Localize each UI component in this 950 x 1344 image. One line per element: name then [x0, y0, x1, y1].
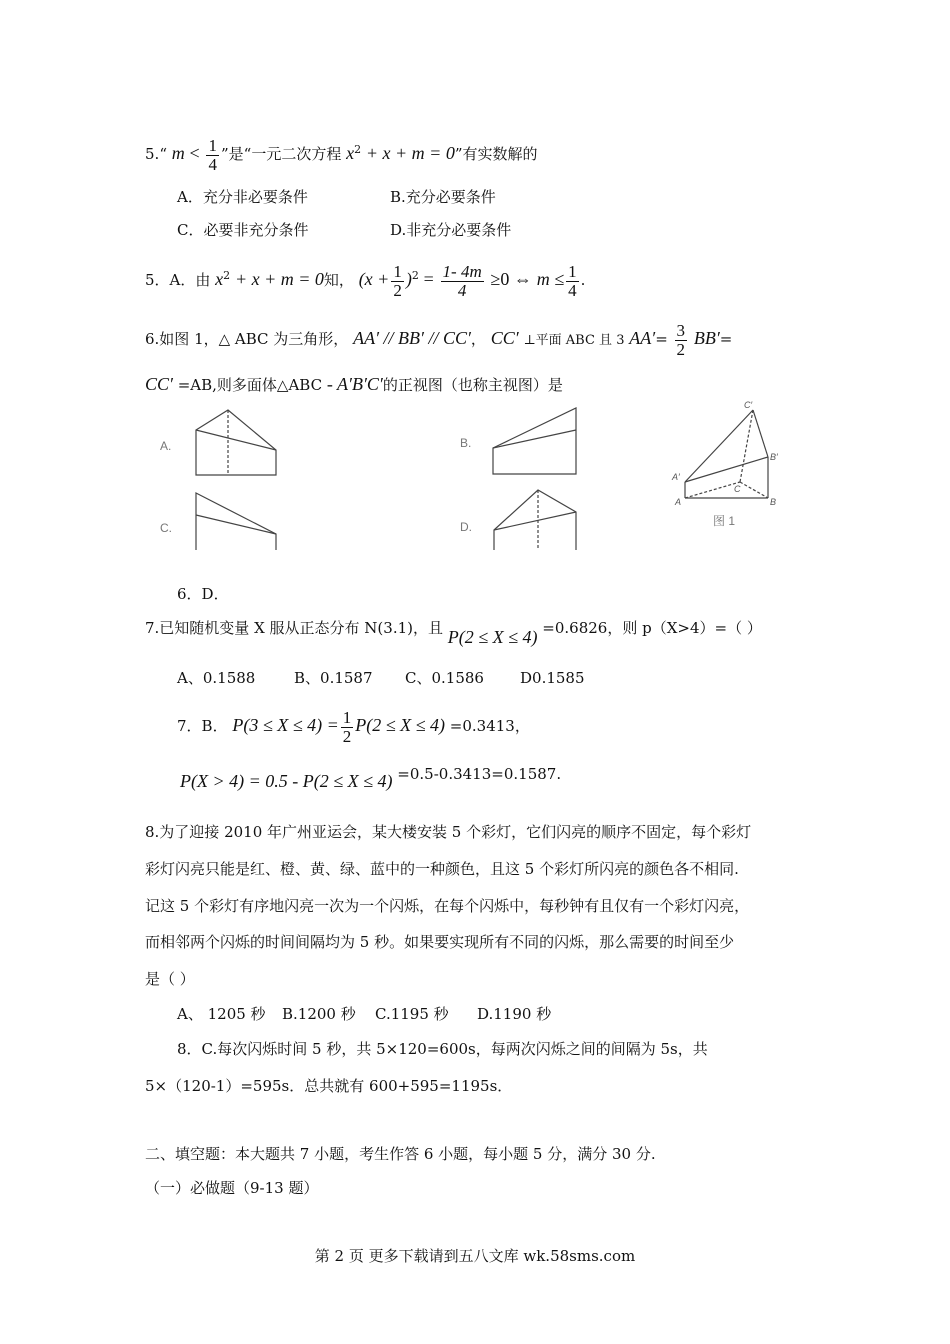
- figure-option-c: [196, 493, 276, 550]
- fig-label-c: C.: [160, 521, 172, 535]
- q5-eq-rest: + x + m = 0: [365, 143, 455, 163]
- q5-option-a: A．充分非必要条件: [177, 188, 308, 206]
- q5-answer: 5．A．由 $x^2 + x + m = 0$知， (x + $\frac{1}{2}$ )$^2$ = $\frac{1- 4m}{4}$ ≥0 ⇔ m ≤ $\frac{1}{4}$ .: [145, 261, 586, 300]
- figure-option-d: [494, 490, 576, 550]
- fig1-label-b: B: [770, 497, 777, 507]
- q5-option-c: C．必要非充分条件: [177, 221, 309, 239]
- fig1-label-c: C: [734, 484, 741, 494]
- q7-option-a: A、0.1588: [177, 669, 256, 687]
- q8-answer-line1: 8．C.每次闪烁时间 5 秒，共 5×120=600s，每两次闪烁之间的间隔为 5s，共: [177, 1040, 708, 1058]
- q6-answer: 6．D．: [177, 585, 229, 603]
- q8-line5: 是（ ）: [145, 970, 195, 988]
- q7-stem: 7.已知随机变量 X 服从正态分布 N(3.1)，且 P(2 ≤ X ≤ 4) =0.6826，则 p（X>4）=（ ）: [145, 619, 762, 647]
- page-footer: 第 2 页 更多下载请到五八文库 wk.58sms.com: [314, 1247, 636, 1265]
- q8-option-a: A、 1205 秒: [177, 1005, 266, 1023]
- q5-eq-x: x: [346, 143, 355, 163]
- q8-line1: 8.为了迎接 2010 年广州亚运会，某大楼安装 5 个彩灯，它们闪亮的顺序不固定，每个彩灯: [145, 823, 752, 841]
- q8-option-d: D.1190 秒: [477, 1005, 552, 1023]
- fig-label-d: D.: [460, 520, 472, 534]
- q7-answer-line1: 7．B． P(3 ≤ X ≤ 4) = $\frac{1}{2}$ P(2 ≤ X ≤ 4) =0.3413，: [177, 707, 530, 746]
- figure-option-b: [493, 408, 576, 474]
- q7-option-b: B、0.1587: [294, 669, 373, 687]
- q7-option-c: C、0.1586: [405, 669, 484, 687]
- q8-line4: 而相邻两个闪烁的时间间隔均为 5 秒。如果要实现所有不同的闪烁，那么需要的时间至少: [145, 933, 735, 951]
- q5-stem: [145, 136, 538, 174]
- q5-lt: <: [189, 143, 200, 163]
- figure-1-polyhedron: [685, 410, 768, 498]
- q5-mid-text: 是“一元二次方程: [228, 145, 342, 163]
- q5-number: 5.: [145, 145, 160, 163]
- fig1-caption: 图 1: [713, 514, 736, 528]
- section2-title: 二、填空题：本大题共 7 小题，考生作答 6 小题，每小题 5 分，满分 30 分.: [145, 1145, 656, 1163]
- q5-option-d: D.非充分必要条件: [390, 221, 512, 239]
- q5-option-b: B.充分必要条件: [390, 188, 496, 206]
- q8-answer-line2: 5×（120-1）=595s．总共就有 600+595=1195s．: [145, 1077, 513, 1095]
- q5-frac-quarter: $\frac{1}{4}$: [208, 135, 217, 174]
- fig1-label-a: A: [675, 497, 682, 507]
- q5-end-text: ”有实数解的: [454, 145, 538, 163]
- q6-stem-line2: CC′ =AB,则多面体△ABC - A′B′C′的正视图（也称主视图）是: [145, 374, 563, 394]
- q8-line3: 记这 5 个彩灯有序地闪亮一次为一个闪烁，在每个闪烁中，每秒钟有且仅有一个彩灯闪亮，: [145, 897, 750, 915]
- q8-option-b: B.1200 秒: [282, 1005, 356, 1023]
- q5-cond-var: m: [171, 143, 185, 163]
- fig1-label-b1: B′: [770, 452, 778, 462]
- figure-option-a: [196, 410, 276, 475]
- fig-label-a: A.: [160, 439, 172, 453]
- q5-quote-close: ”: [220, 145, 229, 163]
- fig1-label-c1: C′: [744, 400, 753, 410]
- fig-label-b: B.: [460, 436, 472, 450]
- q8-line2: 彩灯闪亮只能是红、橙、黄、绿、蓝中的一种颜色，且这 5 个彩灯所闪亮的颜色各不相同.: [145, 860, 739, 878]
- q5-eq-sq: 2: [354, 143, 362, 156]
- q5-quote-open: “: [159, 145, 167, 163]
- section2-subtitle: （一）必做题（9-13 题）: [145, 1179, 319, 1197]
- q7-answer-line2: P(X > 4) = 0.5 - P(2 ≤ X ≤ 4) =0.5-0.3413=0.1587.: [180, 765, 562, 791]
- q6-figures: [0, 400, 950, 550]
- fig1-label-a1: A′: [672, 472, 680, 482]
- q6-stem-line1: 6.如图 1，△ ABC 为三角形， AA′ // BB′ // CC′， CC′ ⊥平面 ABC 且 3 AA′= $\frac{3}{2}$ BB′=: [145, 320, 733, 359]
- q8-option-c: C.1195 秒: [375, 1005, 449, 1023]
- q7-option-d: D0.1585: [520, 669, 585, 687]
